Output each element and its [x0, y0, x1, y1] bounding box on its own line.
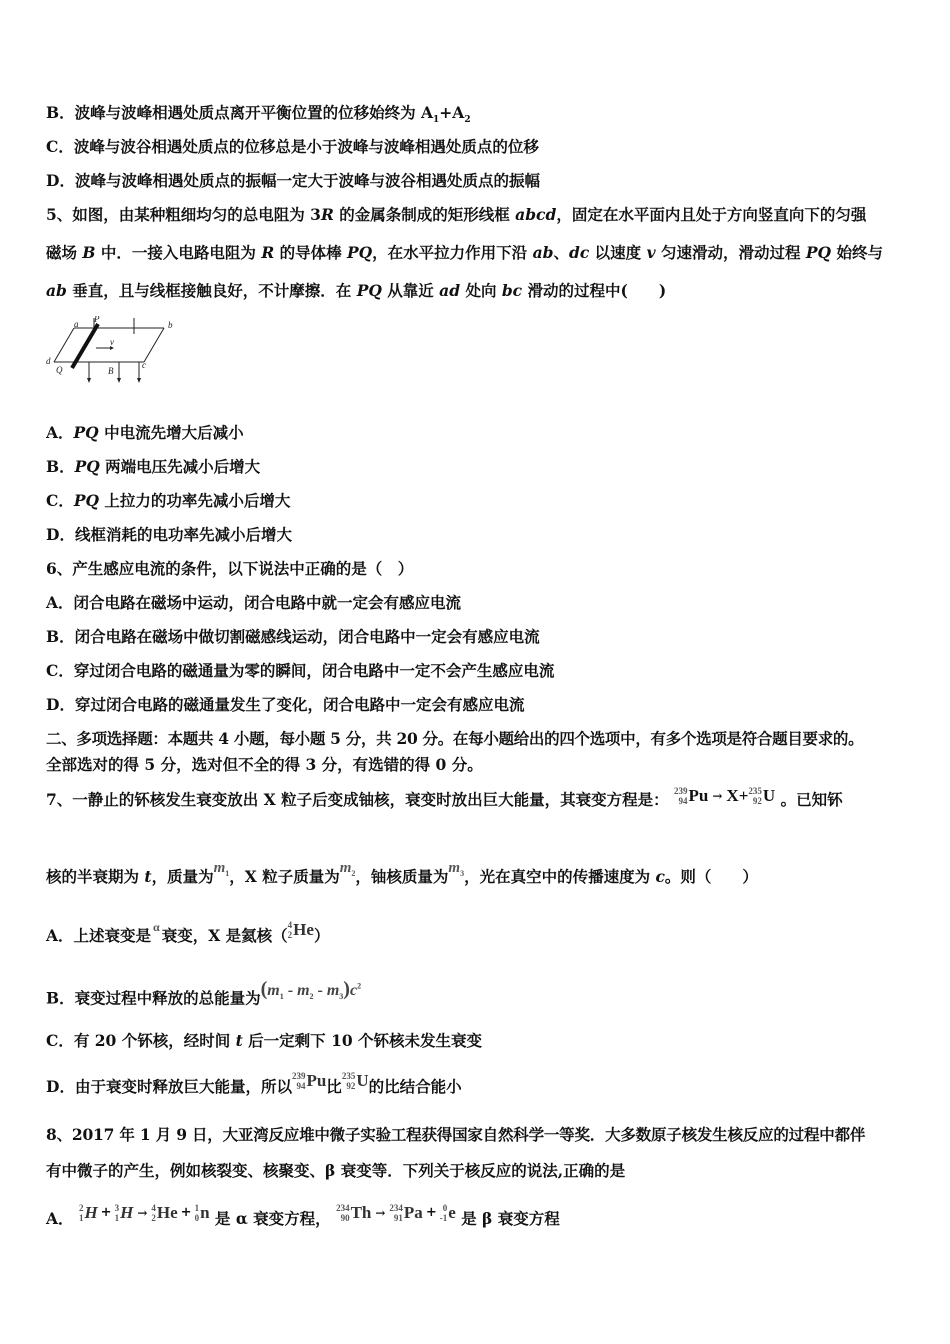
paren-open: (: [260, 978, 268, 1001]
q8-option-a-text: 是 β 衰变方程: [455, 1209, 560, 1228]
pu-symbol: Pu: [306, 1070, 327, 1090]
label-b: b: [168, 320, 173, 330]
reaction-arrow: →: [375, 1205, 386, 1220]
q5-var-ab: ab: [532, 243, 554, 262]
q5-text: ，固定在水平面内且处于方向竖直向下的匀强: [556, 205, 867, 224]
th-isotope: [336, 1203, 350, 1223]
label-a: a: [74, 319, 79, 329]
pu-isotope: [674, 786, 688, 806]
h2-isotope: [79, 1203, 84, 1223]
q7-var-m1: [214, 860, 230, 876]
q5-var-r: R: [261, 243, 275, 262]
c-exponent: 2: [357, 982, 362, 991]
field-arrowhead: [137, 378, 141, 383]
m-subscript: 3: [339, 992, 344, 1002]
pu-mass-number: 239: [674, 785, 688, 796]
m-subscript: 2: [351, 869, 356, 878]
q7-option-a-text: A．上述衰变是: [46, 926, 152, 945]
q5-text: 的金属条制成的矩形线框: [333, 205, 516, 224]
q7-var-t: t: [144, 867, 152, 886]
label-q: Q: [56, 365, 63, 375]
q5-text: 处向: [460, 281, 502, 300]
m-subscript: 1: [225, 869, 230, 878]
pu-atomic-number: 94: [296, 1080, 306, 1091]
electron-isotope: [440, 1203, 448, 1223]
q5-text: 以速度: [589, 243, 647, 262]
pu-mass-number: 239: [291, 1070, 306, 1081]
q5-text: ，在水平拉力作用下沿: [372, 243, 533, 262]
label-v: v: [110, 337, 114, 347]
pa-isotope: [389, 1203, 403, 1223]
q5-text: 磁场: [46, 243, 83, 262]
he-isotope: [151, 1203, 156, 1223]
th-mass-number: 234: [336, 1202, 350, 1213]
q5-var-pq: PQ: [74, 457, 100, 476]
x-particle: X+: [726, 785, 749, 805]
beta-decay-equation: [336, 1202, 456, 1223]
m-symbol: m: [297, 982, 310, 1000]
q6-option-b[interactable]: B．闭合电路在磁场中做切割磁感线运动，闭合电路中一定会有感应电流: [46, 627, 540, 646]
q7-option-c[interactable]: [46, 1031, 920, 1051]
q7-option-d-text: 的比结合能小: [368, 1077, 462, 1096]
q5-stem-line3: [46, 281, 920, 301]
he-isotope: [288, 920, 293, 940]
q5-text: 5、如图，由某种粗细均匀的总电阻为 3: [46, 205, 321, 224]
label-p: P: [94, 316, 100, 324]
alpha-symbol: α: [153, 920, 160, 934]
q5-var-pq: PQ: [73, 423, 99, 442]
q5-var-dc: dc: [568, 243, 590, 262]
q8-option-a-text: 是 α 衰变方程，: [209, 1209, 331, 1228]
q5-option-a-label: A．: [46, 423, 74, 442]
pa-symbol: Pa: [403, 1202, 423, 1222]
plus-sign: +: [425, 1204, 437, 1220]
q7-option-d-text: D．由于衰变时释放巨大能量，所以: [46, 1077, 292, 1096]
q8-option-a[interactable]: [46, 1202, 920, 1231]
m-subscript: 3: [460, 869, 465, 878]
q7-var-t: t: [235, 1031, 243, 1050]
q7-option-b-text: B．衰变过程中释放的总能量为: [46, 988, 261, 1008]
q6-stem: 6、产生感应电流的条件，以下说法中正确的是（ ）: [46, 559, 414, 578]
neutron-symbol: n: [200, 1202, 210, 1222]
m-symbol: m: [213, 860, 226, 876]
u-symbol: U: [356, 1070, 369, 1090]
h2-atomic-number: 1: [78, 1212, 84, 1223]
h3-mass-number: 3: [114, 1202, 120, 1213]
q7-var-c: c: [655, 867, 665, 886]
q7-text: 。则（ ）: [664, 867, 758, 886]
field-arrowhead: [117, 378, 121, 383]
q5-option-a-text: 中电流先增大后减小: [98, 423, 244, 442]
q6-option-a[interactable]: A．闭合电路在磁场中运动，闭合电路中就一定会有感应电流: [46, 593, 462, 612]
q4-option-b-sub2: 2: [464, 115, 471, 126]
q6-option-d[interactable]: D．穿过闭合电路的磁通量发生了变化，闭合电路中一定会有感应电流: [46, 695, 525, 714]
electron-charge-number: -1: [439, 1212, 448, 1223]
q7-option-c-text: C．有 20 个钚核，经时间: [46, 1031, 236, 1050]
paren-close: ): [343, 978, 350, 1001]
side-bc: [144, 328, 164, 362]
q7-text: ，铀核质量为: [355, 867, 449, 886]
q4-option-b-plus: +A: [439, 103, 465, 122]
q5-var-pq: PQ: [356, 281, 382, 300]
q5-option-c-label: C．: [46, 491, 74, 510]
q7-option-a[interactable]: [46, 919, 920, 948]
q4-option-c[interactable]: C．波峰与波谷相遇处质点的位移总是小于波峰与波峰相遇处质点的位移: [46, 137, 539, 156]
q8-stem-line1: 8、2017 年 1 月 9 日，大亚湾反应堆中微子实验工程获得国家自然科学一等奖．大多数原子核发生核反应的过程中都伴: [46, 1125, 866, 1144]
q5-text: 的导体棒: [274, 243, 347, 262]
q5-text: 滑动的过程中( ): [522, 281, 667, 300]
u-nucleus: [342, 1070, 369, 1091]
m-symbol: m: [339, 860, 352, 876]
he-mass-number: 4: [287, 919, 293, 930]
he-symbol: He: [293, 919, 314, 939]
he-symbol: He: [156, 1202, 178, 1222]
neutron-charge-number: 0: [194, 1212, 200, 1223]
q5-var-ad: ad: [439, 281, 461, 300]
neutron-isotope: [195, 1203, 200, 1223]
q5-var-ab: ab: [46, 281, 67, 300]
q4-option-b[interactable]: [46, 103, 920, 130]
q5-option-b-label: B．: [46, 457, 75, 476]
q5-text: 匀速滑动，滑动过程: [655, 243, 806, 262]
u-isotope: [748, 786, 762, 806]
q7-text: 。已知钚: [780, 790, 843, 809]
electron-mass-number: 0: [442, 1202, 448, 1213]
energy-formula: [260, 978, 362, 1002]
pa-mass-number: 234: [389, 1202, 403, 1213]
q6-option-c[interactable]: C．穿过闭合电路的磁通量为零的瞬间，闭合电路中一定不会产生感应电流: [46, 661, 555, 680]
q5-circuit-diagram: [44, 316, 184, 386]
minus-sign: -: [283, 982, 298, 1000]
reaction-arrow: →: [137, 1205, 148, 1220]
neutron-mass-number: 1: [194, 1202, 200, 1213]
q5-var-pq: PQ: [347, 243, 373, 262]
th-symbol: Th: [350, 1202, 372, 1222]
q5-text: 垂直，且与线框接触良好，不计摩擦．在: [66, 281, 357, 300]
q4-option-b-sub1: 1: [433, 115, 440, 126]
q7-option-d[interactable]: [46, 1070, 920, 1099]
q5-option-b-text: 两端电压先减小后增大: [99, 457, 261, 476]
pu-nucleus: [292, 1070, 326, 1091]
q5-text: 、: [553, 243, 569, 262]
field-arrowhead: [87, 378, 91, 383]
q7-text: ，光在真空中的传播速度为: [464, 867, 656, 886]
u-isotope: [342, 1071, 356, 1091]
q4-option-d[interactable]: D．波峰与波峰相遇处质点的振幅一定大于波峰与波谷相遇处质点的振幅: [46, 171, 540, 190]
q7-option-a-text: 衰变，X 是氦核（: [161, 926, 288, 945]
q8-option-a-label: A．: [46, 1209, 74, 1228]
q5-stem-line2: [46, 243, 920, 263]
q7-var-m3: [448, 860, 464, 876]
q5-text: 从靠近: [381, 281, 440, 300]
label-field-b: B: [108, 366, 114, 376]
minus-sign: -: [313, 982, 327, 1000]
q4-option-b-text: B．波峰与波峰相遇处质点离开平衡位置的位移始终为 A: [46, 103, 434, 122]
q7-text: ，质量为: [151, 867, 214, 886]
m-subscript: 1: [279, 992, 284, 1002]
h2-symbol: H: [84, 1202, 98, 1222]
u-symbol: U: [762, 785, 776, 805]
q5-var-bc: bc: [501, 281, 523, 300]
q5-option-d[interactable]: D．线框消耗的电功率先减小后增大: [46, 525, 292, 544]
h3-isotope: [115, 1203, 120, 1223]
pu-symbol: Pu: [688, 785, 709, 805]
q7-text: 核的半衰期为: [46, 867, 145, 886]
q5-option-c-text: 上拉力的功率先减小后增大: [99, 491, 291, 510]
pa-atomic-number: 91: [393, 1212, 403, 1223]
q7-decay-equation: [674, 785, 775, 806]
q5-var-v: v: [646, 243, 656, 262]
q5-stem-line1: [46, 205, 920, 225]
reaction-arrow: →: [712, 788, 723, 803]
u-mass-number: 235: [341, 1070, 356, 1081]
m-symbol: m: [267, 982, 280, 1000]
u-atomic-number: 92: [346, 1080, 356, 1091]
pu-atomic-number: 94: [678, 795, 688, 806]
plus-sign: +: [100, 1204, 112, 1220]
u-atomic-number: 92: [752, 795, 762, 806]
u-mass-number: 235: [748, 785, 762, 796]
q5-option-b[interactable]: [46, 457, 920, 477]
q7-stem-line2: [46, 860, 920, 894]
q7-text: ，X 粒子质量为: [229, 867, 340, 886]
electron-symbol: e: [448, 1202, 456, 1222]
h2-mass-number: 2: [78, 1202, 84, 1213]
q5-var-pq: PQ: [805, 243, 832, 262]
label-d: d: [46, 356, 51, 366]
q5-var-abcd: abcd: [515, 205, 557, 224]
q7-text: 7、一静止的钚核发生衰变放出 X 粒子后变成铀核，衰变时放出巨大能量，其衰变方程是：: [46, 790, 669, 809]
q5-text: 始终与: [831, 243, 883, 262]
c-symbol: c: [349, 982, 358, 1000]
q8-stem-line2: 有中微子的产生，例如核裂变、核聚变、β 衰变等．下列关于核反应的说法,正确的是: [46, 1161, 626, 1180]
m-subscript: 2: [309, 992, 314, 1002]
side-ad: [54, 328, 74, 362]
q5-var-r: R: [320, 205, 334, 224]
m-symbol: m: [448, 860, 461, 876]
m-symbol: m: [326, 982, 340, 1000]
q7-option-b[interactable]: [46, 978, 920, 1016]
h3-symbol: H: [120, 1202, 134, 1222]
pu-isotope: [292, 1071, 306, 1091]
label-c: c: [142, 360, 146, 370]
th-atomic-number: 90: [340, 1212, 350, 1223]
he-atomic-number: 2: [151, 1212, 156, 1223]
q5-option-a[interactable]: [46, 423, 920, 443]
q5-var-b: B: [82, 243, 96, 262]
he-atomic-number: 2: [287, 929, 293, 940]
section2-header-line1: 二、多项选择题：本题共 4 小题，每小题 5 分，共 20 分。在每小题给出的四个选项中，有多个选项是符合题目要求的。: [46, 729, 864, 748]
plus-sign: +: [180, 1204, 192, 1220]
q7-stem-line1: [46, 785, 920, 812]
h3-atomic-number: 1: [114, 1212, 120, 1223]
conductor-rod-pq: [72, 324, 98, 368]
q7-option-d-text: 比: [326, 1077, 342, 1096]
q5-option-c[interactable]: [46, 491, 920, 511]
q7-var-m2: [340, 860, 356, 876]
q5-text: 中．一接入电路电阻为: [95, 243, 262, 262]
he-nucleus: [288, 919, 314, 940]
fusion-equation: [79, 1202, 210, 1223]
q7-option-a-text: ）: [313, 926, 330, 945]
q5-var-pq: PQ: [73, 491, 100, 510]
he-mass-number: 4: [151, 1202, 156, 1213]
section2-header-line2: 全部选对的得 5 分，选对但不全的得 3 分，有选错的得 0 分。: [46, 755, 483, 774]
q7-option-c-text: 后一定剩下 10 个钚核未发生衰变: [242, 1031, 483, 1050]
